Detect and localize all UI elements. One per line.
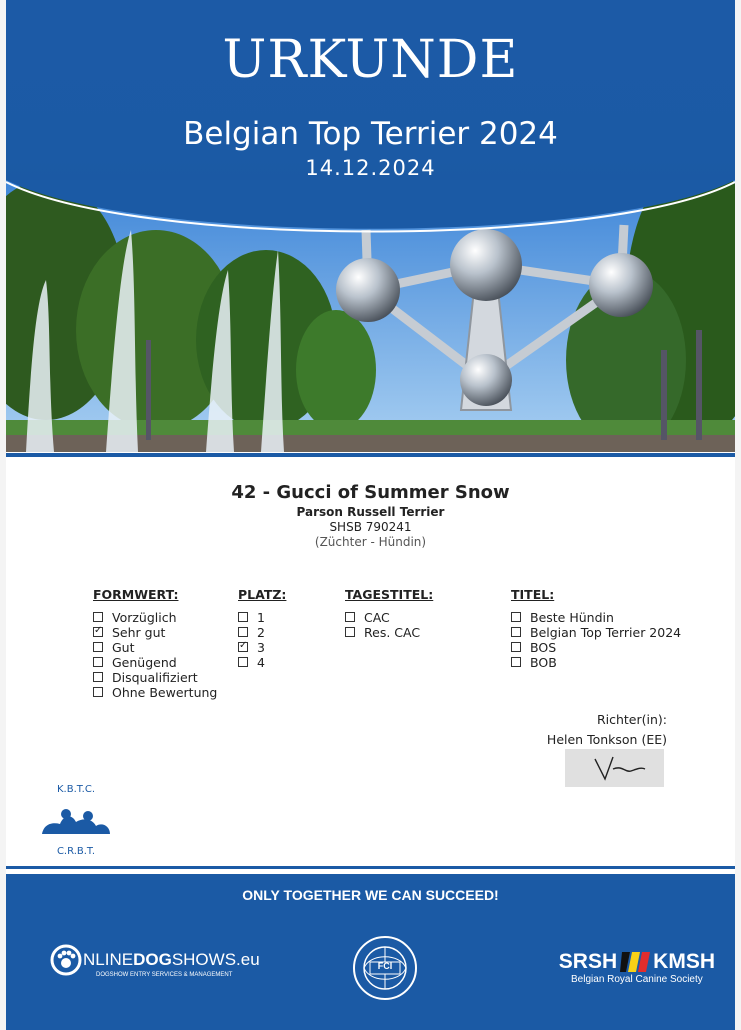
event-date: 14.12.2024: [305, 156, 436, 180]
club-logo-bottom: C.R.B.T.: [56, 846, 96, 857]
event-name: Belgian Top Terrier 2024: [183, 116, 558, 152]
srsh-kmsh-logo: [559, 950, 715, 985]
checkbox[interactable]: [238, 657, 248, 667]
checkbox-checked[interactable]: [93, 627, 103, 637]
option-label: Vorzüglich: [112, 610, 177, 625]
checkbox[interactable]: [511, 627, 521, 637]
titel-option[interactable]: [511, 655, 681, 670]
checkbox-checked[interactable]: [238, 642, 248, 652]
logo-text-society: Belgian Royal Canine Society: [571, 974, 703, 985]
formwert-section: [93, 587, 217, 700]
titel-heading: TITEL:: [511, 587, 555, 602]
fci-center-text: FCI: [377, 961, 393, 971]
dog-breed: Parson Russell Terrier: [296, 505, 445, 519]
platz-option[interactable]: [238, 640, 286, 655]
certificate-title: URKUNDE: [222, 30, 519, 90]
dog-registration: SHSB 790241: [329, 520, 412, 534]
titel-section: [511, 587, 681, 670]
platz-option[interactable]: [238, 610, 286, 625]
certificate: [6, 0, 735, 1030]
onlinedogshows-logo: [50, 944, 260, 978]
divider-bottom: [6, 866, 735, 869]
option-label: Sehr gut: [112, 625, 166, 640]
formwert-option[interactable]: [93, 670, 217, 685]
checkbox[interactable]: [93, 672, 103, 682]
option-label: Gut: [112, 640, 135, 655]
checkbox[interactable]: [345, 627, 355, 637]
logo-text-kmsh: KMSH: [653, 950, 715, 973]
option-label: 2: [257, 625, 265, 640]
logo-text-dog: DOG: [133, 950, 172, 969]
logo-subtitle: DOGSHOW ENTRY SERVICES & MANAGEMENT: [96, 972, 233, 978]
option-label: BOB: [530, 655, 557, 670]
judge-block: [547, 710, 667, 750]
logo-text-shows: SHOWS: [171, 950, 237, 969]
option-label: 4: [257, 655, 265, 670]
option-label: Ohne Bewertung: [112, 685, 218, 700]
checkbox[interactable]: [238, 612, 248, 622]
formwert-option[interactable]: [93, 640, 217, 655]
titel-option[interactable]: [511, 640, 681, 655]
option-label: BOS: [530, 640, 557, 655]
checkbox[interactable]: [93, 642, 103, 652]
club-logo-top: K.B.T.C.: [56, 784, 96, 795]
checkbox[interactable]: [238, 627, 248, 637]
option-label: Beste Hündin: [530, 610, 614, 625]
formwert-heading: FORMWERT:: [93, 587, 179, 602]
logo-text-srsh: SRSH: [558, 950, 618, 973]
checkbox[interactable]: [511, 642, 521, 652]
fci-logo: [350, 933, 420, 1003]
option-label: Belgian Top Terrier 2024: [530, 625, 682, 640]
platz-option[interactable]: [238, 655, 286, 670]
option-label: Disqualifiziert: [112, 670, 198, 685]
option-label: 3: [257, 640, 265, 655]
platz-section: [238, 587, 286, 670]
checkbox[interactable]: [93, 612, 103, 622]
judge-signature: [565, 749, 664, 787]
titel-option[interactable]: [511, 625, 681, 640]
formwert-option[interactable]: [93, 655, 217, 670]
checkbox[interactable]: [511, 657, 521, 667]
formwert-option[interactable]: [93, 685, 217, 700]
formwert-option[interactable]: [93, 625, 217, 640]
logo-text-eu: .eu: [236, 950, 260, 969]
formwert-option[interactable]: [93, 610, 217, 625]
divider-top: [6, 453, 735, 457]
dog-number-name: 42 - Gucci of Summer Snow: [231, 482, 510, 503]
option-label: Res. CAC: [364, 625, 421, 640]
paw-icon: [50, 944, 82, 976]
dog-class: (Züchter - Hündin): [314, 535, 427, 549]
option-label: 1: [257, 610, 265, 625]
judge-name: Helen Tonkson (EE): [546, 732, 667, 747]
terrier-dogs-icon: [36, 800, 116, 840]
footer-slogan: ONLY TOGETHER WE CAN SUCCEED!: [242, 887, 499, 903]
logo-text-online: NLINE: [83, 950, 134, 969]
club-logo: [36, 780, 116, 860]
platz-heading: PLATZ:: [238, 587, 287, 602]
atomium-photo: [6, 180, 735, 452]
checkbox[interactable]: [93, 657, 103, 667]
checkbox[interactable]: [511, 612, 521, 622]
option-label: Genügend: [112, 655, 177, 670]
belgian-flag-icon: [620, 952, 650, 972]
titel-option[interactable]: [511, 610, 681, 625]
tagestitel-option[interactable]: [345, 625, 433, 640]
judge-label: Richter(in):: [596, 712, 667, 727]
tagestitel-heading: TAGESTITEL:: [345, 587, 434, 602]
checkbox[interactable]: [93, 687, 103, 697]
tagestitel-option[interactable]: [345, 610, 433, 625]
checkbox[interactable]: [345, 612, 355, 622]
tagestitel-section: [345, 587, 433, 640]
option-label: CAC: [364, 610, 390, 625]
